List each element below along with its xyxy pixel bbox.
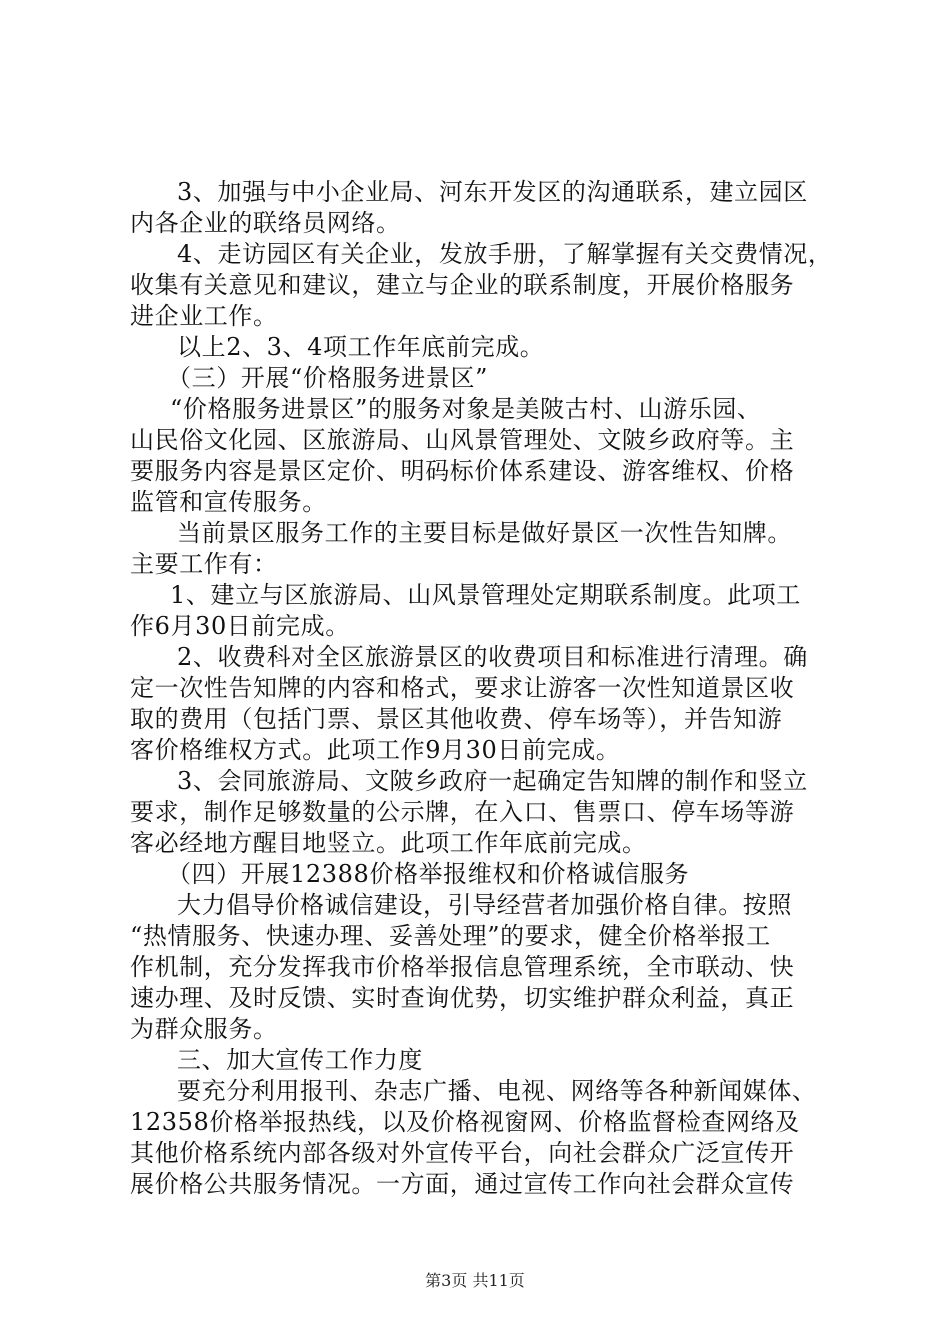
text-line: 其他价格系统内部各级对外宣传平台，向社会群众广泛宣传开 [130, 1139, 795, 1167]
text-line: 2、收费科对全区旅游景区的收费项目和标准进行清理。确 [177, 643, 808, 671]
text-line: 当前景区服务工作的主要目标是做好景区一次性告知牌。 [177, 519, 792, 547]
text-line: 作机制，充分发挥我市价格举报信息管理系统，全市联动、快 [130, 953, 795, 981]
section-heading: （四）开展12388价格举报维权和价格诚信服务 [167, 860, 690, 888]
text-line: 客必经地方醒目地竖立。此项工作年底前完成。 [130, 829, 647, 857]
text-line: 以上2、3、4项工作年底前完成。 [177, 333, 545, 361]
page-number-footer: 第3页 共11页 [425, 1271, 525, 1290]
text-line: 主要工作有： [130, 550, 278, 578]
text-line: 取的费用（包括门票、景区其他收费、停车场等），并告知游 [130, 705, 783, 733]
text-line: 定一次性告知牌的内容和格式，要求让游客一次性知道景区收 [130, 674, 795, 702]
text-line: 12358价格举报热线，以及价格视窗网、价格监督检查网络及 [130, 1108, 800, 1136]
text-line: 客价格维权方式。此项工作9月30日前完成。 [130, 736, 621, 764]
text-line: 要充分利用报刊、杂志广播、电视、网络等各种新闻媒体、 [177, 1077, 817, 1105]
text-line: 展价格公共服务情况。一方面，通过宣传工作向社会群众宣传 [130, 1170, 795, 1198]
text-line: 要求，制作足够数量的公示牌，在入口、售票口、停车场等游 [130, 798, 795, 826]
text-line: 为群众服务。 [130, 1015, 278, 1043]
text-line: 4、走访园区有关企业，发放手册，了解掌握有关交费情况， [177, 240, 833, 268]
text-line: “价格服务进景区”的服务对象是美陂古村、山游乐园、 [170, 395, 762, 423]
text-line: 作6月30日前完成。 [130, 612, 350, 640]
text-line: 监管和宣传服务。 [130, 488, 327, 516]
text-line: 3、加强与中小企业局、河东开发区的沟通联系，建立园区 [177, 178, 808, 206]
text-line: 内各企业的联络员网络。 [130, 209, 401, 237]
text-line: 速办理、及时反馈、实时查询优势，切实维护群众利益，真正 [130, 984, 795, 1012]
text-line: 收集有关意见和建议，建立与企业的联系制度，开展价格服务 [130, 271, 795, 299]
text-line: 要服务内容是景区定价、明码标价体系建设、游客维权、价格 [130, 457, 795, 485]
section-heading: （三）开展“价格服务进景区” [167, 364, 488, 392]
text-line: 大力倡导价格诚信建设，引导经营者加强价格自律。按照 [177, 891, 792, 919]
section-heading: 三、加大宣传工作力度 [177, 1046, 423, 1074]
text-line: 1、建立与区旅游局、山风景管理处定期联系制度。此项工 [170, 581, 801, 609]
text-line: “热情服务、快速办理、妥善处理”的要求，健全价格举报工 [130, 922, 771, 950]
text-line: 进企业工作。 [130, 302, 278, 330]
text-line: 3、会同旅游局、文陂乡政府一起确定告知牌的制作和竖立 [177, 767, 808, 795]
text-line: 山民俗文化园、区旅游局、山风景管理处、文陂乡政府等。主 [130, 426, 795, 454]
